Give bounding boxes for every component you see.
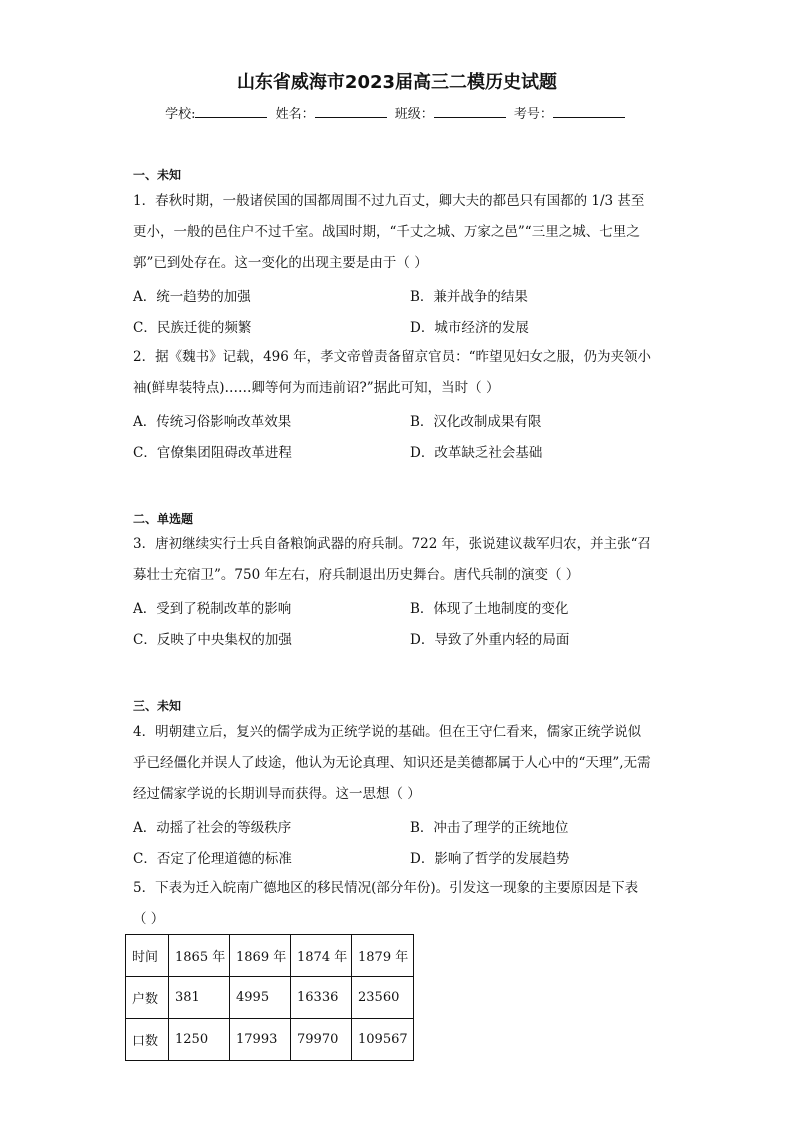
question-line: 乎已经僵化并误人了歧途，他认为无论真理、知识还是美德都属于人心中的“天理”,无需	[133, 755, 651, 771]
table-cell: 16336	[291, 977, 352, 1019]
class-blank[interactable]	[434, 105, 506, 118]
table-cell: 4995	[230, 977, 291, 1019]
option-c[interactable]: C．否定了伦理道德的标准	[133, 851, 292, 867]
option-b[interactable]: B．兼并战争的结果	[410, 289, 528, 305]
question-line: （ ）	[133, 911, 165, 927]
student-info-line	[0, 103, 794, 122]
school-blank[interactable]	[195, 105, 267, 118]
option-c[interactable]: C．民族迁徙的频繁	[133, 320, 252, 336]
option-d[interactable]: D．城市经济的发展	[410, 320, 529, 336]
section-heading: 一、未知	[133, 168, 182, 182]
question-stem-5	[133, 873, 663, 935]
option-b[interactable]: B．汉化改制成果有限	[410, 414, 542, 430]
question-line: 经过儒家学说的长期训导而获得。这一思想（ ）	[133, 786, 421, 802]
option-a[interactable]: A．传统习俗影响改革效果	[133, 414, 292, 430]
option-b[interactable]: B．体现了土地制度的变化	[410, 601, 569, 617]
option-b[interactable]: B．冲击了理学的正统地位	[410, 820, 569, 836]
table-cell: 1250	[169, 1019, 230, 1061]
table-cell: 口数	[126, 1019, 169, 1061]
section-heading: 二、单选题	[133, 512, 194, 526]
name-blank[interactable]	[315, 105, 387, 118]
page-title: 山东省威海市2023届高三二模历史试题	[236, 72, 558, 93]
table-cell: 户数	[126, 977, 169, 1019]
table-cell: 1879 年	[352, 935, 414, 977]
migration-table	[125, 934, 414, 1061]
table-row	[126, 977, 414, 1019]
question-line: 更小，一般的邑住户不过千室。战国时期，“千丈之城、万家之邑”“三里之城、七里之	[133, 224, 640, 240]
question-line: 募壮士充宿卫”。750 年左右，府兵制退出历史舞台。唐代兵制的演变（ ）	[133, 567, 580, 583]
question-stem-1	[133, 186, 663, 279]
option-c[interactable]: C．反映了中央集权的加强	[133, 632, 292, 648]
option-d[interactable]: D．影响了哲学的发展趋势	[410, 851, 570, 867]
question-line: 郭”已到处存在。这一变化的出现主要是由于（ ）	[133, 255, 428, 271]
school-label: 学校:	[165, 107, 196, 122]
option-a[interactable]: A．动摇了社会的等级秩序	[133, 820, 292, 836]
table-cell: 381	[169, 977, 230, 1019]
option-c[interactable]: C．官僚集团阻碍改革进程	[133, 445, 292, 461]
table-cell: 23560	[352, 977, 414, 1019]
question-line: 2．据《魏书》记载，496 年，孝文帝曾责备留京官员：“昨望见妇女之服，仍为夹领小	[133, 349, 652, 365]
exam-number-label: 考号：	[513, 107, 553, 122]
table-row	[126, 935, 414, 977]
table-cell: 1874 年	[291, 935, 352, 977]
option-a[interactable]: A．统一趋势的加强	[133, 289, 251, 305]
question-line: 袖(鲜卑装特点)……卿等何为而违前诏?”据此可知，当时（ ）	[133, 380, 500, 396]
table-cell: 17993	[230, 1019, 291, 1061]
option-d[interactable]: D．导致了外重内轻的局面	[410, 632, 570, 648]
section-heading: 三、未知	[133, 699, 182, 713]
option-d[interactable]: D．改革缺乏社会基础	[410, 445, 543, 461]
table-cell: 109567	[352, 1019, 414, 1061]
table-cell: 79970	[291, 1019, 352, 1061]
exam-number-blank[interactable]	[553, 105, 625, 118]
table-row	[126, 1019, 414, 1061]
class-label: 班级：	[394, 107, 434, 122]
question-stem-2	[133, 342, 663, 404]
question-line: 3．唐初继续实行士兵自备粮饷武器的府兵制。722 年，张说建议裁军归农，并主张“召	[133, 536, 652, 552]
table-cell: 时间	[126, 935, 169, 977]
question-line: 1．春秋时期，一般诸侯国的国都周围不过九百丈，卿大夫的都邑只有国都的 1/3 甚至	[133, 193, 645, 209]
table-cell: 1865 年	[169, 935, 230, 977]
table-cell: 1869 年	[230, 935, 291, 977]
question-stem-3	[133, 529, 663, 591]
question-line: 5．下表为迁入皖南广德地区的移民情况(部分年份)。引发这一现象的主要原因是下表	[133, 880, 639, 896]
option-a[interactable]: A．受到了税制改革的影响	[133, 601, 292, 617]
question-line: 4．明朝建立后，复兴的儒学成为正统学说的基础。但在王守仁看来，儒家正统学说似	[133, 724, 642, 740]
question-stem-4	[133, 717, 663, 810]
name-label: 姓名：	[275, 107, 315, 122]
